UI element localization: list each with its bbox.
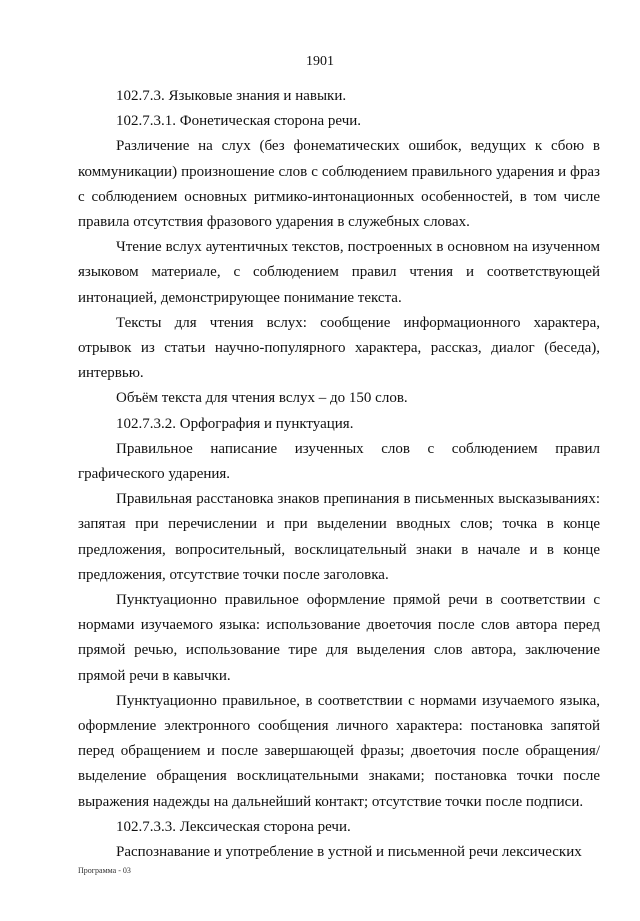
body-paragraph: Различение на слух (без фонематических ошибок, ведущих к сбою в коммуникации) произношение слов с соблюдением правильного ударения и фраз с соблюдением основных ритмико-интонационных особенностей, в том числе правила отсутствия фразового ударения в служебных словах. bbox=[78, 138, 600, 231]
body-paragraph: Правильное написание изученных слов с соблюдением правил графического ударения. bbox=[78, 440, 600, 483]
document-body bbox=[78, 84, 600, 865]
body-paragraph: Пунктуационно правильное, в соответствии с нормами изучаемого языка, оформление электронного сообщения личного характера: постановка запятой перед обращением и после завершающей фразы; двоеточия после обращения/выделение обращения восклицательными знаками; постановка точки после выражения надежды на дальнейший контакт; отсутствие точки после подписи. bbox=[78, 692, 600, 810]
body-paragraph: Правильная расстановка знаков препинания в письменных высказываниях: запятая при перечислении и при выделении вводных слов; точка в конце предложения, вопросительный, восклицательный знаки в начале и в конце предложения, отсутствие точки после заголовка. bbox=[78, 491, 600, 583]
subsection-heading: 102.7.3.3. Лексическая сторона речи. bbox=[116, 818, 351, 835]
body-paragraph: Распознавание и употребление в устной и письменной речи лексических bbox=[116, 844, 582, 861]
body-paragraph: Тексты для чтения вслух: сообщение информационного характера, отрывок из статьи научно-популярного характера, рассказ, диалог (беседа), интервью. bbox=[78, 314, 600, 382]
section-heading: 102.7.3. Языковые знания и навыки. bbox=[116, 88, 347, 104]
body-paragraph: Пунктуационно правильное оформление прямой речи в соответствии с нормами изучаемого языка: использование двоеточия после слов автора перед прямой речью, использование тире для выделения слов автора, заключение прямой речи в кавычки. bbox=[78, 592, 600, 684]
page-number: 1901 bbox=[306, 54, 334, 69]
body-paragraph: Чтение вслух аутентичных текстов, построенных в основном на изученном языковом материале, с соблюдением правил чтения и соответствующей интонацией, демонстрирующее понимание текста. bbox=[78, 239, 600, 306]
footer-program-label: Программа - 03 bbox=[78, 866, 131, 875]
subsection-heading: 102.7.3.2. Орфография и пунктуация. bbox=[116, 415, 354, 432]
subsection-heading: 102.7.3.1. Фонетическая сторона речи. bbox=[116, 113, 362, 130]
body-paragraph: Объём текста для чтения вслух – до 150 слов. bbox=[116, 390, 408, 407]
